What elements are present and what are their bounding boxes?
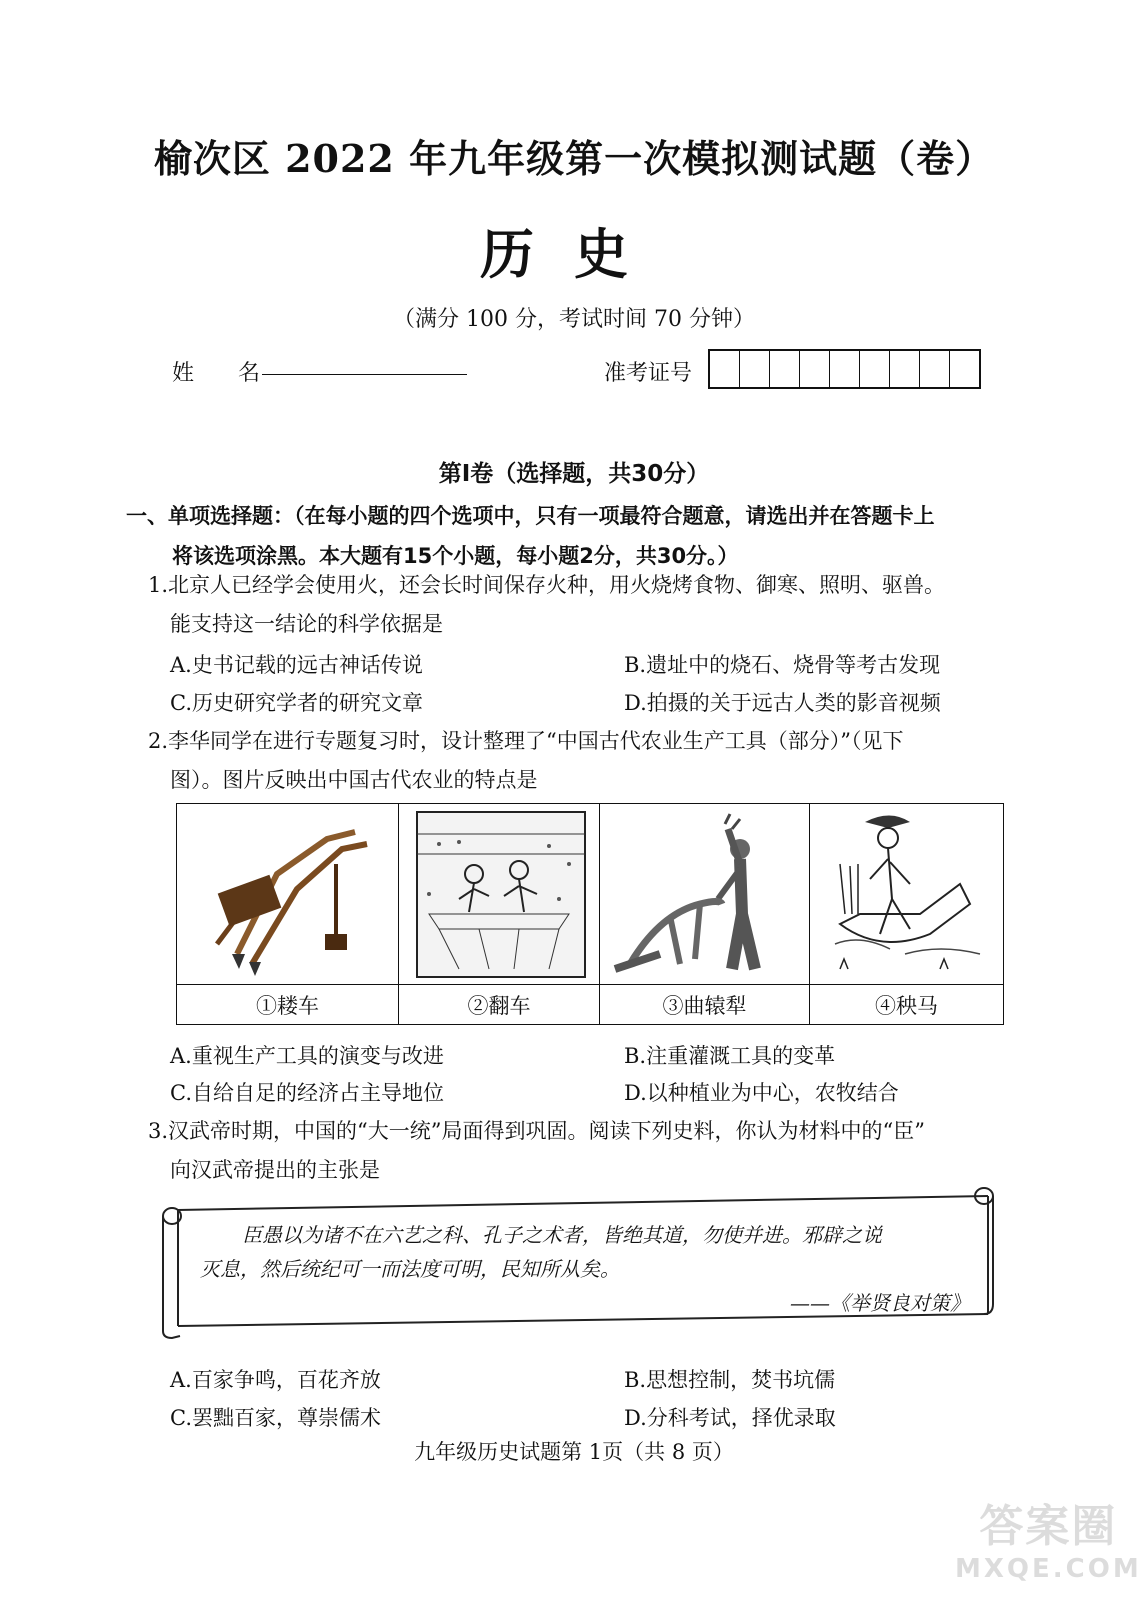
caption-curved-plough: ③曲辕犁 bbox=[600, 984, 810, 1024]
watermark-url: MXQE.COM bbox=[955, 1554, 1142, 1584]
water-wheel-image bbox=[399, 804, 600, 984]
quote-line2: 灭息，然后统纪可一而法度可明，民知所从矣。 bbox=[200, 1257, 620, 1281]
q3-option-c[interactable]: C.罢黜百家，尊崇儒术 bbox=[170, 1406, 381, 1430]
q2-option-b[interactable]: B.注重灌溉工具的变革 bbox=[624, 1044, 836, 1068]
q3-option-b[interactable]: B.思想控制，焚书坑儒 bbox=[624, 1368, 836, 1392]
page-footer: 九年级历史试题第 1页（共 8 页） bbox=[414, 1440, 734, 1464]
q3-option-a[interactable]: A.百家争鸣，百花齐放 bbox=[170, 1368, 381, 1392]
rice-horse-image bbox=[810, 804, 1003, 984]
exam-title: 榆次区 2022 年九年级第一次模拟测试题（卷） bbox=[153, 136, 995, 181]
name-field[interactable] bbox=[262, 374, 467, 375]
question-1 bbox=[148, 566, 1028, 644]
curved-plough-image bbox=[600, 804, 810, 984]
question-2 bbox=[148, 722, 1028, 800]
q3-stem-line2: 向汉武帝提出的主张是 bbox=[170, 1158, 380, 1182]
q1-option-b[interactable]: B.遗址中的烧石、烧骨等考古发现 bbox=[624, 653, 941, 677]
q3-stem-line1: 3.汉武帝时期，中国的“大一统”局面得到巩固。阅读下列史料，你认为材料中的“臣” bbox=[148, 1119, 925, 1143]
q3-option-d[interactable]: D.分科考试，择优录取 bbox=[624, 1406, 836, 1430]
quote-block bbox=[200, 1218, 980, 1320]
q2-option-a[interactable]: A.重视生产工具的演变与改进 bbox=[170, 1044, 444, 1068]
q1-stem-line2: 能支持这一结论的科学依据是 bbox=[170, 612, 443, 636]
watermark-text: 答案圈 bbox=[979, 1501, 1118, 1552]
q1-stem-line1: 1.北京人已经学会使用火，还会长时间保存火种，用火烧烤食物、御寒、照明、驱兽。 bbox=[148, 573, 946, 597]
q2-option-d[interactable]: D.以种植业为中心，农牧结合 bbox=[624, 1081, 899, 1105]
caption-rice-horse: ④秧马 bbox=[810, 984, 1003, 1024]
q2-stem-line1: 2.李华同学在进行专题复习时，设计整理了“中国古代农业生产工具（部分）”（见下 bbox=[148, 729, 904, 753]
caption-water-wheel: ②翻车 bbox=[399, 984, 600, 1024]
caption-seed-drill: ①耧车 bbox=[177, 984, 399, 1024]
quote-source: ——《举贤良对策》 bbox=[790, 1291, 970, 1315]
q2-option-c[interactable]: C.自给自足的经济占主导地位 bbox=[170, 1081, 444, 1105]
exam-id-label: 准考证号 bbox=[604, 361, 693, 386]
question-3 bbox=[148, 1112, 1028, 1190]
watermark-logo bbox=[955, 1490, 1142, 1584]
quote-line1: 臣愚以为诸不在六艺之科、孔子之术者，皆绝其道，勿使并进。邪辟之说 bbox=[242, 1223, 882, 1247]
q1-option-a[interactable]: A.史书记载的远古神话传说 bbox=[170, 653, 423, 677]
instruction-line-2: 将该选项涂黑。本大题有15个小题，每小题2分，共30分。） bbox=[172, 544, 739, 568]
seed-drill-image bbox=[177, 804, 399, 984]
exam-id-boxes[interactable] bbox=[708, 349, 981, 389]
q1-option-d[interactable]: D.拍摄的关于远古人类的影音视频 bbox=[624, 691, 941, 715]
q1-option-c[interactable]: C.历史研究学者的研究文章 bbox=[170, 691, 423, 715]
section-instructions bbox=[126, 496, 1026, 576]
score-info: （满分 100 分，考试时间 70 分钟） bbox=[393, 307, 755, 332]
instruction-line-1: 一、单项选择题：（在每小题的四个选项中，只有一项最符合题意，请选出并在答题卡上 bbox=[126, 504, 935, 528]
name-label: 姓 名 bbox=[172, 361, 261, 386]
section-title: 第Ⅰ卷（选择题，共30分） bbox=[438, 461, 710, 487]
subject-title: 历史 bbox=[480, 222, 668, 286]
q2-stem-line2: 图）。图片反映出中国古代农业的特点是 bbox=[170, 768, 538, 792]
farm-tools-figure bbox=[176, 803, 1004, 1025]
